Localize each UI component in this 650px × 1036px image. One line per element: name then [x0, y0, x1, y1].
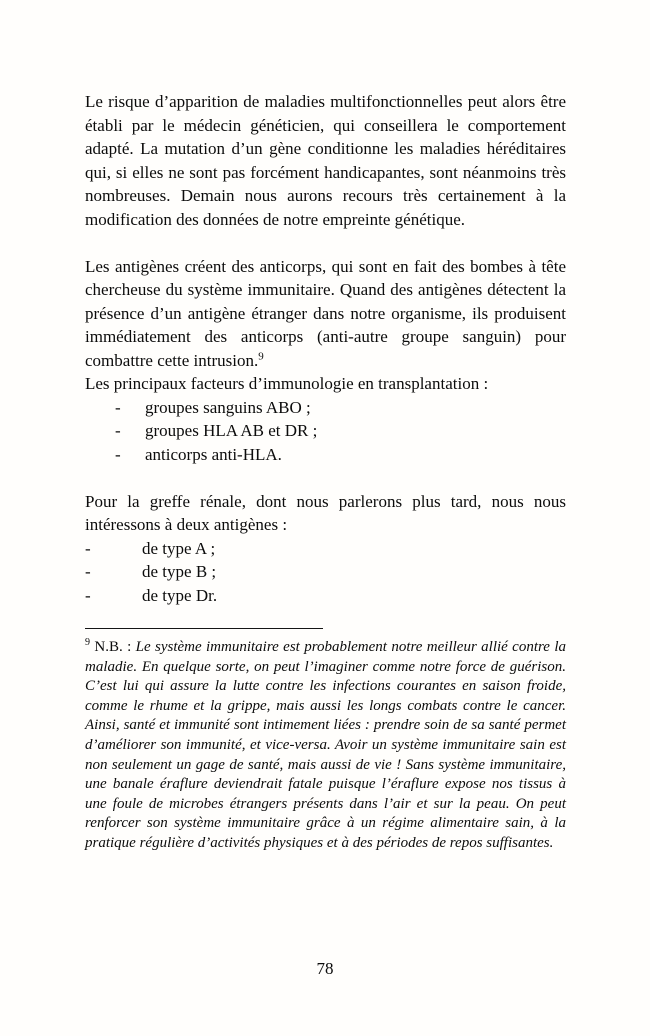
- dash-bullet: -: [115, 397, 121, 417]
- dash-bullet: -: [115, 421, 121, 440]
- dash-bullet: -: [85, 562, 91, 581]
- list-item: [85, 560, 566, 584]
- list-item-text: de type A ;: [142, 538, 216, 558]
- line-immunology-factors: Les principaux facteurs d’immunologie en transplantation :: [85, 374, 489, 393]
- paragraph-antigens: [85, 255, 566, 373]
- list-item: [85, 584, 566, 608]
- factors-list: [85, 396, 566, 467]
- footnote-separator: [85, 628, 323, 629]
- footnote-label: N.B. :: [94, 639, 136, 655]
- list-item: [115, 419, 566, 443]
- dash-bullet: -: [85, 538, 91, 558]
- footnote-text: Le système immunitaire est probablement notre meilleur allié contre la maladie. En quelque sorte, on peut l’imaginer comme notre force de guérison. C’est lui qui assure la lutte contre les infections courantes en saison froide, comme le rhume et la grippe, mais aussi les longs combats contre le cancer. Ainsi, santé et immunité sont intimement liées : prendre soin de sa santé permet d’améliorer son immunité, et vice-versa. Avoir un système immunitaire sain est non seulement un gage de santé, mais aussi de vie ! Sans système immunitaire, une banale éraflure deviendrait fatale puisque l’éraflure expose nos tissus à une foule de microbes étrangers présents dans l’air et sur la peau. On peut renforcer son système immunitaire grâce à un régime alimentaire sain, à la pratique régulière d’activités physiques et à des périodes de repos suffisantes.: [85, 639, 566, 851]
- list-item-text: groupes HLA AB et DR ;: [145, 421, 318, 440]
- list-item: [115, 396, 566, 420]
- list-item: [85, 537, 566, 561]
- footnote: [85, 638, 566, 854]
- dash-bullet: -: [85, 585, 91, 605]
- dash-bullet: -: [115, 444, 121, 464]
- list-item-text: anticorps anti-HLA.: [145, 444, 282, 464]
- list-item-text: de type B ;: [142, 562, 217, 581]
- page-number: 78: [316, 959, 334, 978]
- paragraph-antigens-text: Les antigènes créent des anticorps, qui sont en fait des bombes à tête chercheuse du système immunitaire. Quand des antigènes détectent la présence d’un antigène étranger dans notre organisme, ils produisent immédiatement des anticorps (anti-autre groupe sanguin) pour combattre cette intrusion.: [85, 256, 566, 370]
- list-item-text: groupes sanguins ABO ;: [145, 397, 311, 417]
- list-item: [115, 443, 566, 467]
- paragraph-renal: Pour la greffe rénale, dont nous parlerons plus tard, nous nous intéressons à deux antigènes :: [85, 491, 566, 534]
- antigen-types-list: [85, 537, 566, 608]
- list-item-text: de type Dr.: [142, 585, 218, 605]
- footnote-reference: 9: [258, 349, 264, 362]
- footnote-marker: 9: [85, 637, 90, 648]
- paragraph-genetics: Le risque d’apparition de maladies multifonctionnelles peut alors être établi par le médecin généticien, qui conseillera le comportement adapté. La mutation d’un gène conditionne les maladies héréditaires qui, si elles ne sont pas forcément handicapantes, sont néanmoins très nombreuses. Demain nous aurons recours très certainement à la modification des données de notre empreinte génétique.: [85, 92, 566, 229]
